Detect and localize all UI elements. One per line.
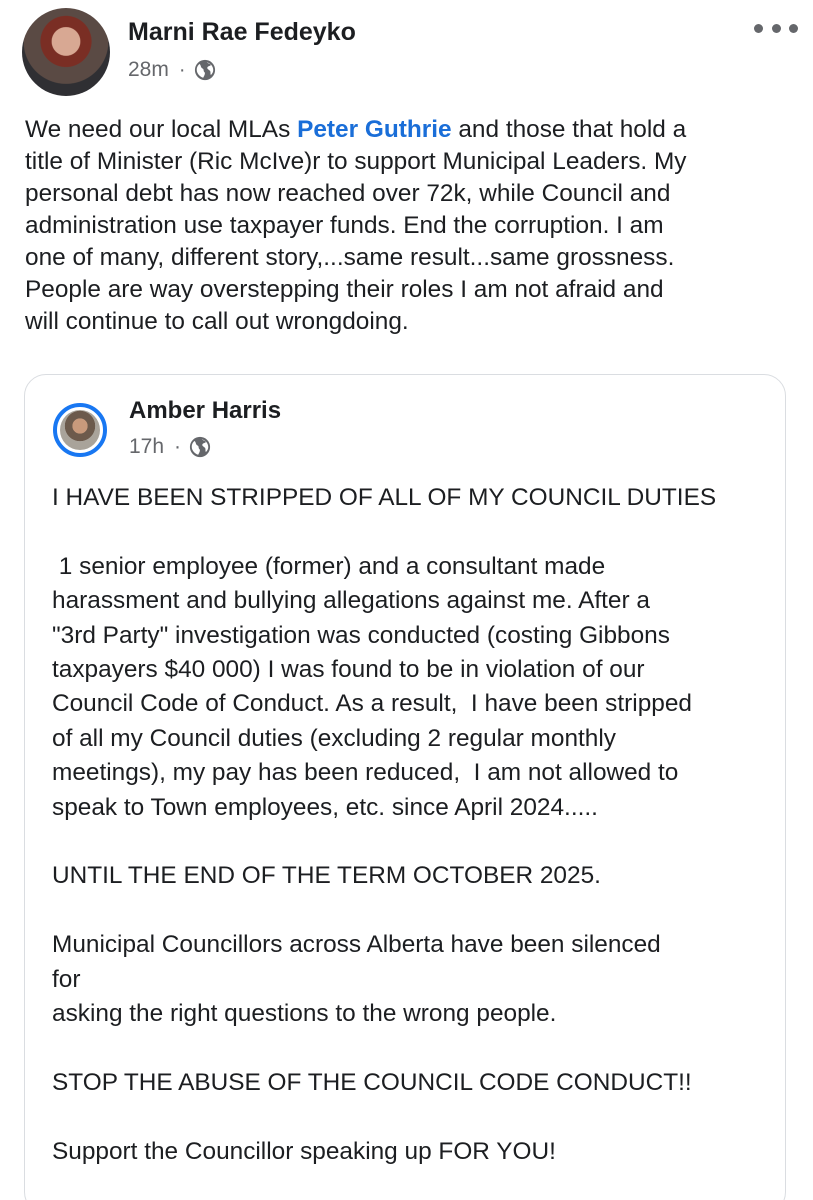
globe-icon [189,436,211,458]
shared-post-card[interactable] [24,374,786,1200]
post-line: People are way overstepping their roles I am not afraid and [25,276,664,303]
globe-icon [194,59,216,81]
paragraph-gap [52,1100,772,1134]
shared-post-meta [129,435,211,459]
shared-line: asking the right questions to the wrong people. [52,1000,557,1028]
post-text-segment: and those that hold a [451,116,687,143]
post-timestamp[interactable]: 28m [128,58,169,81]
paragraph-gap [52,515,772,549]
author-avatar[interactable] [22,8,110,96]
more-options-icon[interactable] [754,14,798,42]
post-line: title of Minister (Ric McIve)r to support Municipal Leaders. My [25,148,687,175]
shared-line: STOP THE ABUSE OF THE COUNCIL CODE CONDUCT!! [52,1068,692,1096]
post-line: administration use taxpayer funds. End the corruption. I am [25,212,664,239]
shared-line: Council Code of Conduct. As a result, I have been stripped [52,690,692,718]
post-body [25,114,795,338]
post-line: one of many, different story,...same result...same grossness. [25,244,675,271]
shared-line: UNTIL THE END OF THE TERM OCTOBER 2025. [52,862,601,890]
post-header [22,8,802,98]
shared-author-name[interactable]: Amber Harris [129,397,282,424]
meta-separator: · [174,435,182,458]
shared-post-body [52,481,772,1169]
shared-line: harassment and bullying allegations against me. After a [52,587,650,615]
shared-line: taxpayers $40 000) I was found to be in violation of our [52,656,645,684]
author-name[interactable]: Marni Rae Fedeyko [128,18,356,46]
shared-headline: I HAVE BEEN STRIPPED OF ALL OF MY COUNCIL DUTIES [52,484,717,511]
shared-line: 1 senior employee (former) and a consultant made [52,552,606,580]
shared-line: of all my Council duties (excluding 2 regular monthly [52,724,616,752]
paragraph-gap [52,1031,772,1065]
shared-author-avatar[interactable] [53,403,107,457]
shared-line: Support the Councillor speaking up FOR YOU! [52,1137,556,1165]
shared-line: for [52,965,81,993]
post-meta [128,58,216,82]
post-text-segment: We need our local MLAs [25,116,298,143]
shared-line: meetings), my pay has been reduced, I am not allowed to [52,759,679,787]
paragraph-gap [52,894,772,928]
shared-line: "3rd Party" investigation was conducted (costing Gibbons [52,621,670,649]
shared-line: Municipal Councillors across Alberta have been silenced [52,931,661,959]
more-dot [754,24,763,33]
mention-link[interactable]: Peter Guthrie [297,116,452,143]
post-line: personal debt has now reached over 72k, while Council and [25,180,671,207]
shared-line: speak to Town employees, etc. since April 2024..... [52,793,598,821]
more-dot [772,24,781,33]
shared-timestamp[interactable]: 17h [129,435,165,458]
meta-separator: · [178,58,186,81]
post-line: will continue to call out wrongdoing. [25,308,409,335]
paragraph-gap [52,825,772,859]
post-line [25,114,795,146]
more-dot [789,24,798,33]
avatar-photo [60,410,100,450]
